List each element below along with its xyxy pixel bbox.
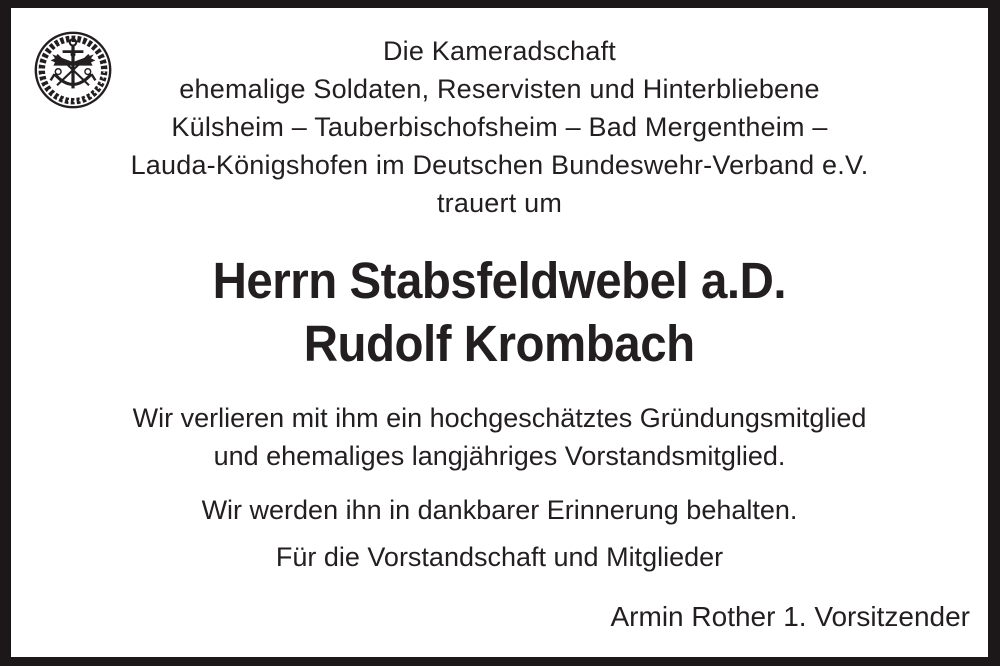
deceased-name: Rudolf Krombach <box>304 315 695 372</box>
org-name-line: Külsheim – Tauberbischofsheim – Bad Mergentheim – <box>171 112 828 142</box>
closing-line: Für die Vorstandschaft und Mitglieder <box>275 542 724 572</box>
org-name-line: ehemalige Soldaten, Reservisten und Hinterbliebene <box>179 74 820 104</box>
organization-header <box>11 32 988 222</box>
remembrance-line: Wir werden ihn in dankbarer Erinnerung behalten. <box>201 495 798 525</box>
org-name-line: Lauda-Königshofen im Deutschen Bundeswehr-Verband e.V. <box>130 150 869 180</box>
deceased-title: Herrn Stabsfeldwebel a.D. <box>212 252 787 309</box>
tribute-paragraph <box>11 399 988 475</box>
mourning-phrase: trauert um <box>436 188 563 218</box>
bundeswehr-verband-seal-icon <box>33 30 113 110</box>
tribute-line: Wir verlieren mit ihm ein hochgeschätztes Gründungsmitglied <box>132 403 867 433</box>
deceased-headline <box>11 249 988 375</box>
signature-line: Armin Rother 1. Vorsitzender <box>610 601 970 632</box>
tribute-line: und ehemaliges langjähriges Vorstandsmitglied. <box>213 441 786 471</box>
org-name-line: Die Kameradschaft <box>382 36 616 66</box>
